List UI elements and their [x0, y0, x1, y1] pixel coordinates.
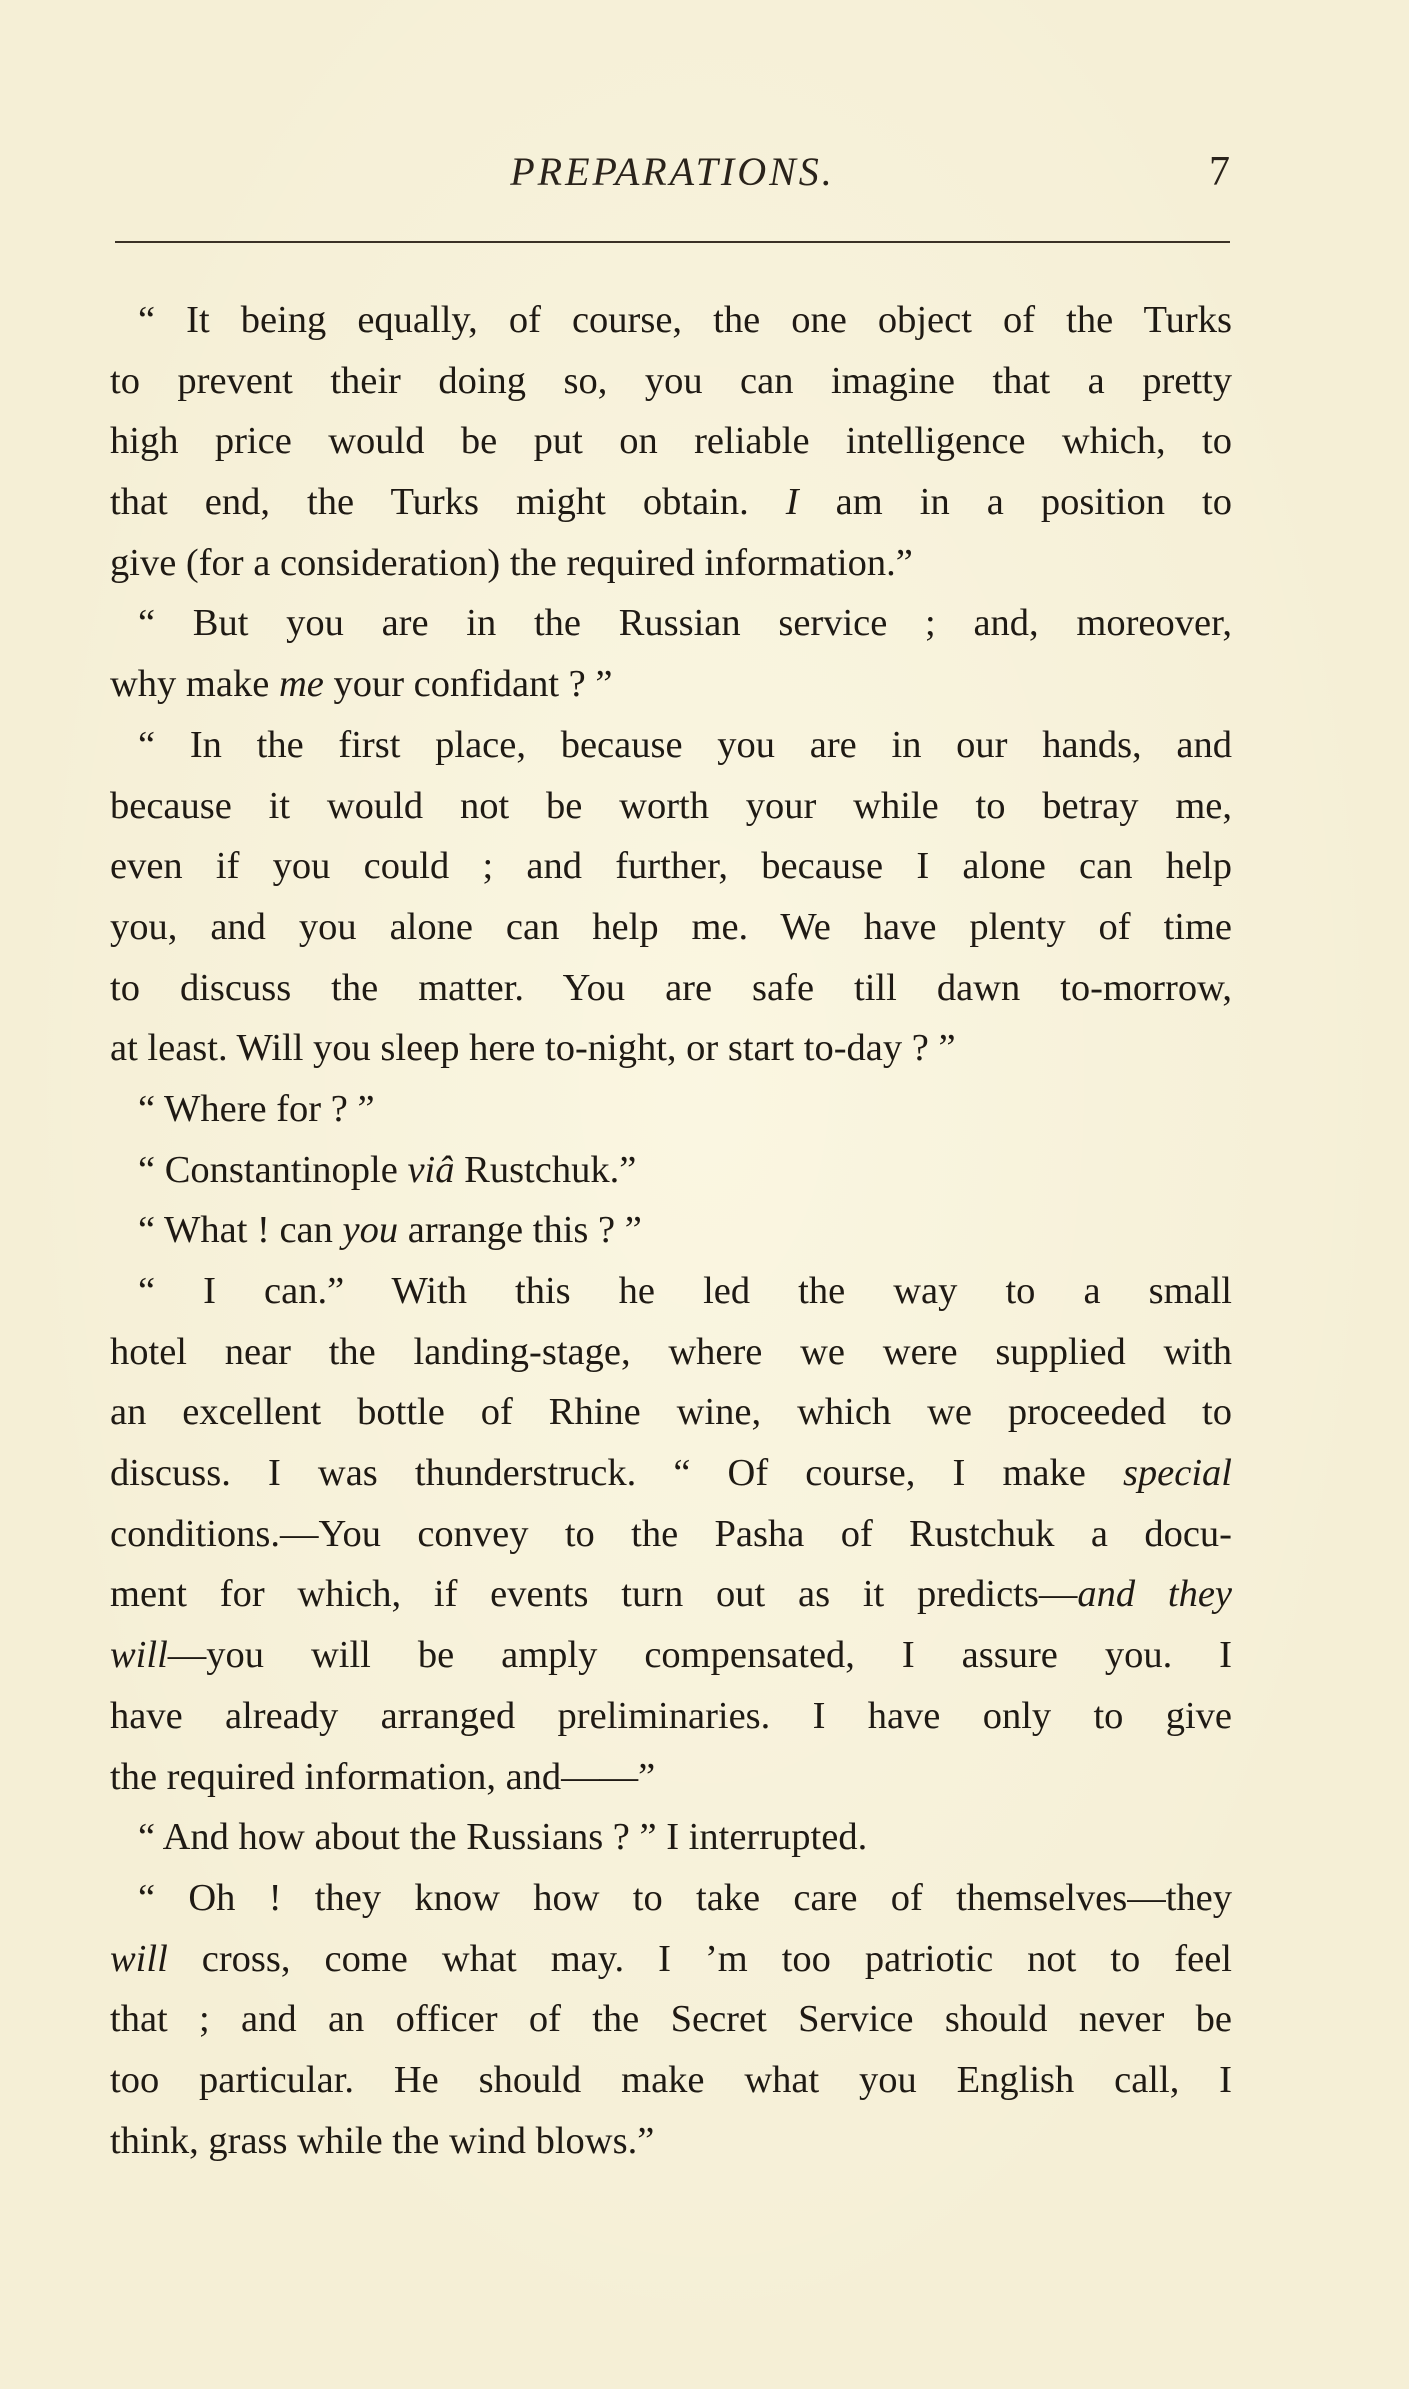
italic-text: viâ: [407, 1148, 455, 1191]
italic-text: special: [1122, 1452, 1232, 1495]
text-line: [110, 1140, 1232, 1201]
text-line: conditions.—You convey to the Pasha of Rustchuk a docu-: [110, 1512, 1232, 1555]
text-line: even if you could ; and further, because I alone can help: [110, 845, 1232, 888]
italic-text: will: [110, 1634, 168, 1677]
text-line: [110, 472, 1232, 533]
body-text: [110, 290, 1232, 2171]
italic-text: me: [278, 663, 324, 706]
text-line: too particular. He should make what you English call, I: [110, 2058, 1232, 2101]
text-line: [110, 1625, 1232, 1686]
text-line: give (for a consideration) the required information.”: [110, 541, 913, 584]
text-line: you, and you alone can help me. We have plenty of time: [110, 905, 1232, 948]
text-line: [110, 1443, 1232, 1504]
text-run: “ Constantinople: [138, 1148, 408, 1191]
text-line: “ But you are in the Russian service ; and, moreover,: [138, 602, 1232, 645]
text-line: hotel near the landing-stage, where we were supplied with: [110, 1330, 1232, 1373]
text-line: at least. Will you sleep here to-night, or start to-day ? ”: [110, 1027, 956, 1070]
page-number: 7: [1209, 149, 1230, 195]
text-run: arrange this ? ”: [398, 1209, 642, 1252]
text-run: discuss. I was thunderstruck. “ Of course, I make: [110, 1452, 1123, 1495]
text-line: to prevent their doing so, you can imagine that a pretty: [110, 359, 1232, 402]
text-line: think, grass while the wind blows.”: [110, 2119, 655, 2162]
text-line: high price would be put on reliable intelligence which, to: [110, 420, 1232, 463]
running-title: PREPARATIONS.: [510, 149, 835, 194]
italic-text: you: [342, 1209, 399, 1252]
italic-text: will: [110, 1937, 168, 1980]
text-run: Rustchuk.”: [454, 1148, 637, 1191]
text-line: [110, 1929, 1232, 1990]
text-line: have already arranged preliminaries. I have only to give: [110, 1694, 1232, 1737]
italic-text: and they: [1077, 1573, 1232, 1616]
text-line: the required information, and——”: [110, 1755, 656, 1798]
text-line: “ Oh ! they know how to take care of themselves—they: [138, 1876, 1232, 1919]
text-run: “ What ! can: [138, 1209, 343, 1252]
text-line: “ It being equally, of course, the one object of the Turks: [138, 299, 1232, 341]
text-line: “ Where for ? ”: [138, 1087, 375, 1130]
text-line: “ In the first place, because you are in our hands, and: [138, 723, 1232, 766]
text-run: your confidant ? ”: [323, 663, 613, 706]
text-line: [110, 654, 1232, 715]
text-line: “ I can.” With this he led the way to a small: [138, 1270, 1232, 1312]
italic-text: I: [785, 481, 799, 524]
text-line: “ And how about the Russians ? ” I interrupted.: [138, 1816, 868, 1859]
text-line: to discuss the matter. You are safe till dawn to-morrow,: [110, 966, 1232, 1009]
text-run: ment for which, if events turn out as it predicts—: [110, 1573, 1078, 1616]
header-rule: [115, 241, 1230, 243]
text-run: cross, come what may. I ’m too patriotic not to feel: [167, 1937, 1232, 1980]
text-run: that end, the Turks might obtain.: [110, 481, 786, 524]
text-line: because it would not be worth your while to betray me,: [110, 784, 1232, 827]
text-run: why make: [110, 663, 279, 706]
running-head: [115, 148, 1230, 208]
text-line: [110, 1564, 1232, 1625]
text-run: am in a position to: [798, 481, 1232, 524]
text-line: an excellent bottle of Rhine wine, which we proceeded to: [110, 1391, 1232, 1434]
text-line: [110, 1200, 1232, 1261]
text-line: that ; and an officer of the Secret Service should never be: [110, 1998, 1232, 2041]
text-run: —you will be amply compensated, I assure you. I: [167, 1634, 1232, 1677]
